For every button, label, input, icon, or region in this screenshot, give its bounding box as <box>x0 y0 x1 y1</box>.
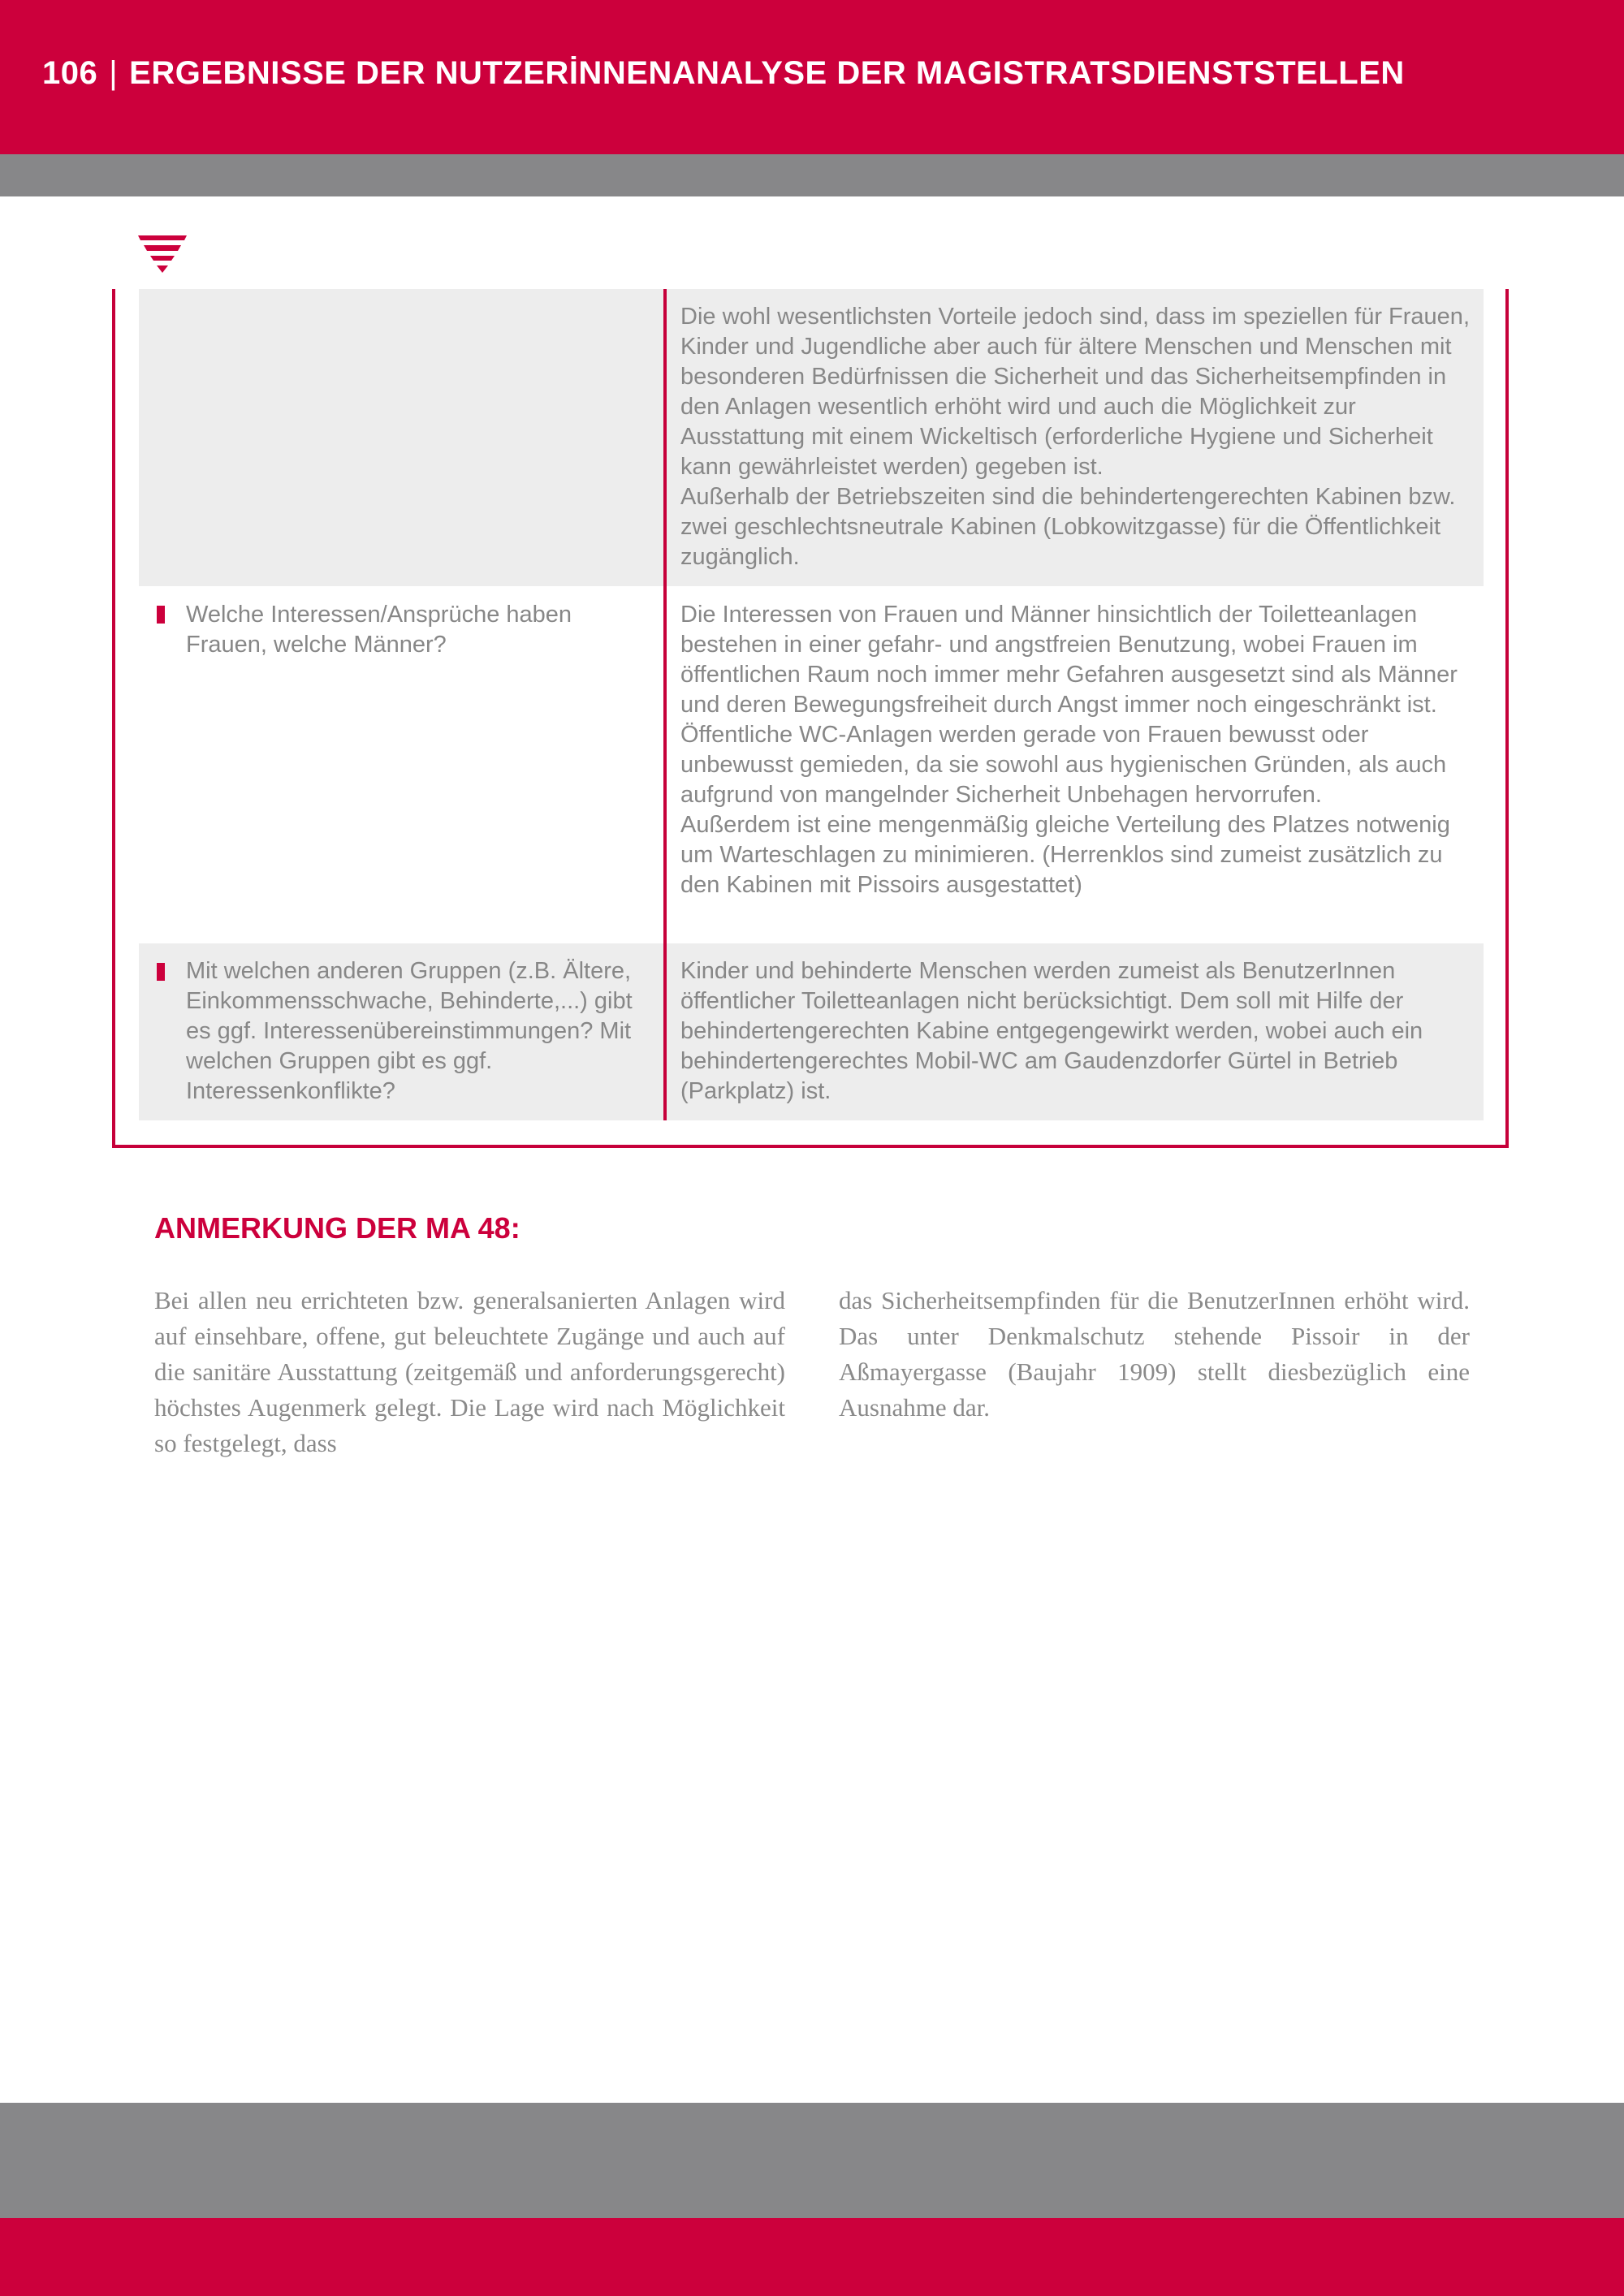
title-separator: | <box>109 55 119 91</box>
answer-paragraph: Die Interessen von Frauen und Männer hinsichtlich der Toiletteanlagen bestehen in einer gefahr- und angstfreien Benutzung, wobei Frauen im öffentlichen Raum noch immer mehr Gefahren ausgesetzt sind als Männer und deren Bewegungsfreiheit durch Angst immer noch eingeschränkt ist. Öffentliche WC-Anlagen werden gerade von Frauen bewusst oder unbewusst gemieden, da sie sowohl aus hygienischen Gründen, als auch aufgrund von mangelnder Sicherheit Unbehagen hervorrufen. <box>680 602 1458 808</box>
top-gray-band <box>0 154 1624 196</box>
answer-paragraph: Die wohl wesentlichsten Vorteile jedoch sind, dass im speziellen für Frauen, Kinder und Jugendliche aber auch für ältere Menschen und Menschen mit besonderen Bedürfnissen die Sicherheit und das Sicherheitsempfinden in den Anlagen wesentlich erhöht wird und auch die Möglichkeit zur Ausstattung mit einem Wickeltisch (erforderliche Hygiene und Sicherheit kann gewährleistet werden) gegeben ist. <box>680 304 1470 480</box>
question-cell: Mit welchen anderen Gruppen (z.B. Ältere, Einkommensschwache, Behinderte,...) gibt es ggf. Interessenübereinstimmungen? Mit welchen Gruppen gibt es ggf. Interessenkonflikte? <box>186 958 633 1104</box>
answer-cell <box>680 600 1476 900</box>
striped-triangle-icon <box>138 235 187 273</box>
footer-bar <box>0 2218 1624 2296</box>
chapter-title: ERGEBNISSE DER NUTZERİNNENANALYSE DER MAGISTRATSDIENSTSTELLEN <box>129 55 1405 91</box>
bullet-marker <box>157 963 165 981</box>
page-number: 106 <box>42 55 98 91</box>
bullet-marker <box>157 606 165 624</box>
bottom-gray-band <box>0 2103 1624 2218</box>
answer-paragraph: Außerhalb der Betriebszeiten sind die behindertengerechten Kabinen bzw. zwei geschlechtsneutrale Kabinen (Lobkowitzgasse) für die Öffentlichkeit zugänglich. <box>680 484 1456 570</box>
answer-paragraph: Kinder und behinderte Menschen werden zumeist als BenutzerInnen öffentlicher Toiletteanlagen nicht berücksichtigt. Dem soll mit Hilfe der behindertengerechten Kabine entgegengewirkt werden, wobei auch ein behindertengerechtes Mobil-WC am Gaudenzdorfer Gürtel in Betrieb (Parkplatz) ist. <box>680 958 1423 1104</box>
remark-text-left: Bei allen neu errichteten bzw. generalsanierten Anlagen wird auf einsehbare, offene, gut beleuchtete Zugänge und auch auf die sanitäre Ausstattung (zeitgemäß und anforderungsgerecht) höchstes Augenmerk gelegt. Die Lage wird nach Möglichkeit so festgelegt, dass <box>154 1286 785 1457</box>
answer-cell <box>680 302 1476 572</box>
column-divider <box>663 289 667 1120</box>
remark-heading: ANMERKUNG DER MA 48: <box>154 1211 520 1245</box>
page-title <box>42 55 1405 92</box>
remark-text-right: das Sicherheitsempfinden für die BenutzerInnen erhöht wird. Das unter Denkmalschutz stehende Pissoir in der Aßmayergasse (Baujahr 1909) stellt diesbezüglich eine Ausnahme dar. <box>839 1286 1470 1422</box>
answer-cell <box>680 956 1476 1107</box>
answer-paragraph: Außerdem ist eine mengenmäßig gleiche Verteilung des Platzes notwenig um Warteschlagen zu minimieren. (Herrenklos sind zumeist zusätzlich zu den Kabinen mit Pissoirs ausgestattet) <box>680 812 1450 898</box>
header-bar <box>0 0 1624 154</box>
question-cell: Welche Interessen/Ansprüche haben Frauen, welche Männer? <box>186 602 572 658</box>
